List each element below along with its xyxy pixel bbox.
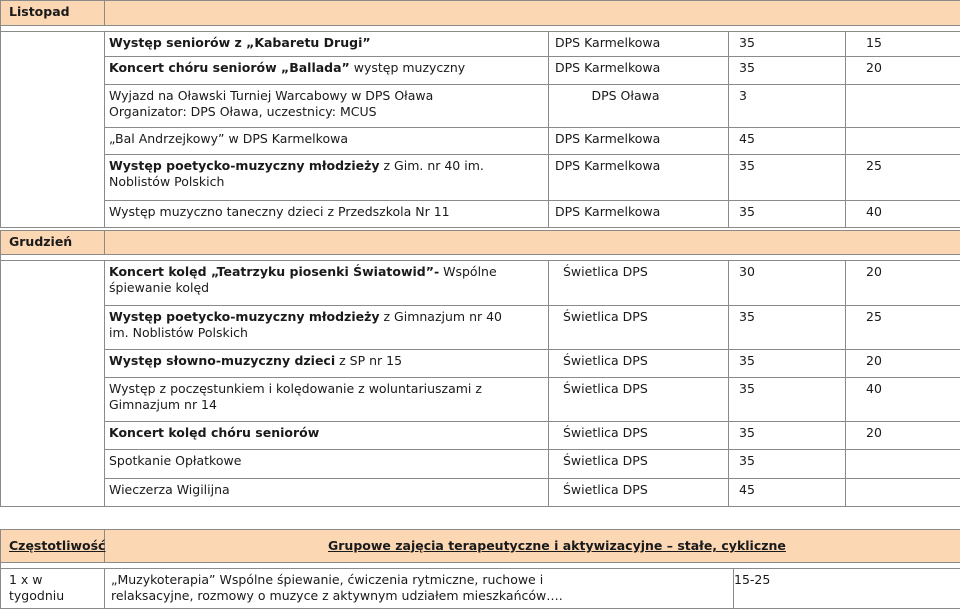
count-text: 45 — [739, 131, 755, 146]
section-title: Listopad — [9, 4, 70, 19]
section-header-fill — [105, 1, 960, 26]
count2-cell — [846, 85, 960, 128]
event-cell — [105, 450, 549, 479]
month-column-listopad — [1, 32, 105, 228]
table-row — [1, 128, 960, 155]
count2-text — [846, 85, 960, 91]
event-bold: Występ poetycko-muzyczny młodzieży — [109, 309, 380, 324]
table-row — [1, 201, 960, 228]
event-cell — [105, 128, 549, 155]
count2-cell — [846, 155, 960, 201]
place-text: Świetlica DPS — [563, 309, 648, 324]
event-cell — [105, 306, 549, 350]
place-cell — [549, 128, 729, 155]
place-cell — [549, 378, 729, 422]
event-bold: Koncert kolęd „Teatrzyku piosenki Światowid”- — [109, 264, 440, 279]
place-cell — [549, 57, 729, 85]
activities-table — [0, 529, 960, 609]
event-cell — [105, 57, 549, 85]
event-text: z Gimnazjum nr 40 im. Noblistów Polskich — [109, 309, 503, 340]
count2-text — [846, 479, 960, 485]
place-cell — [549, 201, 729, 228]
place-text: DPS Karmelkowa — [555, 60, 661, 75]
count2-text: 40 — [866, 381, 882, 396]
count-text: 3 — [739, 88, 747, 103]
count2-cell — [846, 450, 960, 479]
count-text: 30 — [739, 264, 755, 279]
event-cell — [105, 378, 549, 422]
place-cell — [549, 479, 729, 507]
place-text: DPS Karmelkowa — [555, 158, 661, 173]
place-cell — [549, 261, 729, 306]
count2-text: 20 — [866, 353, 882, 368]
count2-text — [846, 128, 960, 134]
place-text: DPS Oława — [591, 88, 660, 103]
count2-cell — [846, 350, 960, 378]
place-cell — [549, 85, 729, 128]
count-cell — [729, 155, 846, 201]
count-cell — [729, 261, 846, 306]
grudzien-table — [0, 230, 960, 507]
table-row — [1, 85, 960, 128]
count-cell — [729, 57, 846, 85]
table-row — [1, 450, 960, 479]
count-text: 35 — [739, 309, 755, 324]
month-column-grudzien — [1, 261, 105, 507]
table-row — [1, 32, 960, 57]
section-header-grudzien — [1, 231, 105, 255]
event-text: z Gim. nr 40 im. Noblistów Polskich — [109, 158, 484, 189]
count-cell — [729, 350, 846, 378]
table-row — [1, 569, 960, 609]
event-text: Występ z poczęstunkiem i kolędowanie z woluntariuszami z Gimnazjum nr 14 — [109, 381, 482, 412]
place-text: Świetlica DPS — [563, 453, 648, 468]
event-cell — [105, 155, 549, 201]
count2-cell — [846, 201, 960, 228]
count-cell — [729, 378, 846, 422]
event-cell — [105, 85, 549, 128]
count-cell — [729, 306, 846, 350]
freq-header-cell — [1, 530, 105, 563]
count2-cell — [846, 306, 960, 350]
count2-text: 20 — [866, 60, 882, 75]
activity-cell — [105, 569, 734, 609]
count-text: 35 — [739, 35, 755, 50]
event-bold: Występ słowno-muzyczny dzieci — [109, 353, 336, 368]
event-cell — [105, 32, 549, 57]
event-text: Wyjazd na Oławski Turniej Warcabowy w DPS Oława Organizator: DPS Oława, uczestnicy: MCUS — [109, 88, 434, 119]
count-text: 35 — [739, 353, 755, 368]
event-cell — [105, 479, 549, 507]
table-row — [1, 57, 960, 85]
activity-text: „Muzykoterapia” Wspólne śpiewanie, ćwiczenia rytmiczne, ruchowe i relaksacyjne, rozmowy o muzyce z aktywnym udziałem mieszkańców…. — [111, 572, 563, 603]
place-cell — [549, 306, 729, 350]
count-cell — [729, 32, 846, 57]
event-bold: Koncert kolęd chóru seniorów — [109, 425, 320, 440]
group-header-cell — [105, 530, 960, 563]
place-text: Świetlica DPS — [563, 381, 648, 396]
event-bold: Występ seniorów z „Kabaretu Drugi” — [109, 35, 371, 50]
section-header-fill — [105, 231, 960, 255]
freq-text: 1 x w tygodniu — [9, 572, 65, 603]
count-text: 35 — [739, 453, 755, 468]
event-text: „Bal Andrzejkowy” w DPS Karmelkowa — [109, 131, 348, 146]
table-row — [1, 155, 960, 201]
event-bold: Koncert chóru seniorów „Ballada” — [109, 60, 350, 75]
table-row — [1, 261, 960, 306]
group-header: Grupowe zajęcia terapeutyczne i aktywizacyjne – stałe, cykliczne — [328, 538, 786, 553]
table-row — [1, 479, 960, 507]
count-text: 35 — [739, 158, 755, 173]
count-cell — [729, 479, 846, 507]
count2-text — [846, 450, 960, 456]
section-title: Grudzień — [9, 234, 73, 249]
count-text: 35 — [739, 425, 755, 440]
count2-text: 20 — [866, 264, 882, 279]
count-cell — [729, 85, 846, 128]
count-cell — [729, 201, 846, 228]
place-cell — [549, 32, 729, 57]
place-text: Świetlica DPS — [563, 482, 648, 497]
listopad-table — [0, 0, 960, 228]
place-cell — [549, 350, 729, 378]
count2-cell — [846, 378, 960, 422]
count-cell — [734, 569, 960, 609]
count2-cell — [846, 57, 960, 85]
place-text: DPS Karmelkowa — [555, 131, 661, 146]
count2-text: 25 — [866, 158, 882, 173]
event-text: Występ muzyczno taneczny dzieci z Przedszkola Nr 11 — [109, 204, 450, 219]
event-text: Wieczerza Wigilijna — [109, 482, 230, 497]
table-row — [1, 350, 960, 378]
place-text: DPS Karmelkowa — [555, 204, 661, 219]
place-cell — [549, 450, 729, 479]
count-cell — [729, 128, 846, 155]
place-text: Świetlica DPS — [563, 264, 648, 279]
count2-text: 20 — [866, 425, 882, 440]
place-text: Świetlica DPS — [563, 353, 648, 368]
count-cell — [729, 422, 846, 450]
section-header-listopad — [1, 1, 105, 26]
count-text: 45 — [739, 482, 755, 497]
count2-text: 40 — [866, 204, 882, 219]
event-cell — [105, 201, 549, 228]
place-text: Świetlica DPS — [563, 425, 648, 440]
event-cell — [105, 422, 549, 450]
freq-cell — [1, 569, 105, 609]
event-bold: Występ poetycko-muzyczny młodzieży — [109, 158, 380, 173]
event-text: występ muzyczny — [349, 60, 466, 75]
count-text: 35 — [739, 204, 755, 219]
count2-cell — [846, 32, 960, 57]
event-text: Spotkanie Opłatkowe — [109, 453, 242, 468]
count2-text: 25 — [866, 309, 882, 324]
count2-cell — [846, 261, 960, 306]
table-row — [1, 306, 960, 350]
table-row — [1, 378, 960, 422]
event-text: Wspólne śpiewanie kolęd — [109, 264, 497, 295]
freq-header: Częstotliwość — [9, 538, 106, 553]
count2-cell — [846, 422, 960, 450]
place-text: DPS Karmelkowa — [555, 35, 661, 50]
place-cell — [549, 155, 729, 201]
event-text: z SP nr 15 — [335, 353, 403, 368]
event-cell — [105, 261, 549, 306]
place-cell — [549, 422, 729, 450]
count-cell — [729, 450, 846, 479]
table-row — [1, 422, 960, 450]
count2-text: 15 — [866, 35, 882, 50]
count-text: 35 — [739, 381, 755, 396]
count-text: 35 — [739, 60, 755, 75]
event-cell — [105, 350, 549, 378]
count2-cell — [846, 128, 960, 155]
count2-cell — [846, 479, 960, 507]
count-text: 15-25 — [734, 572, 771, 587]
